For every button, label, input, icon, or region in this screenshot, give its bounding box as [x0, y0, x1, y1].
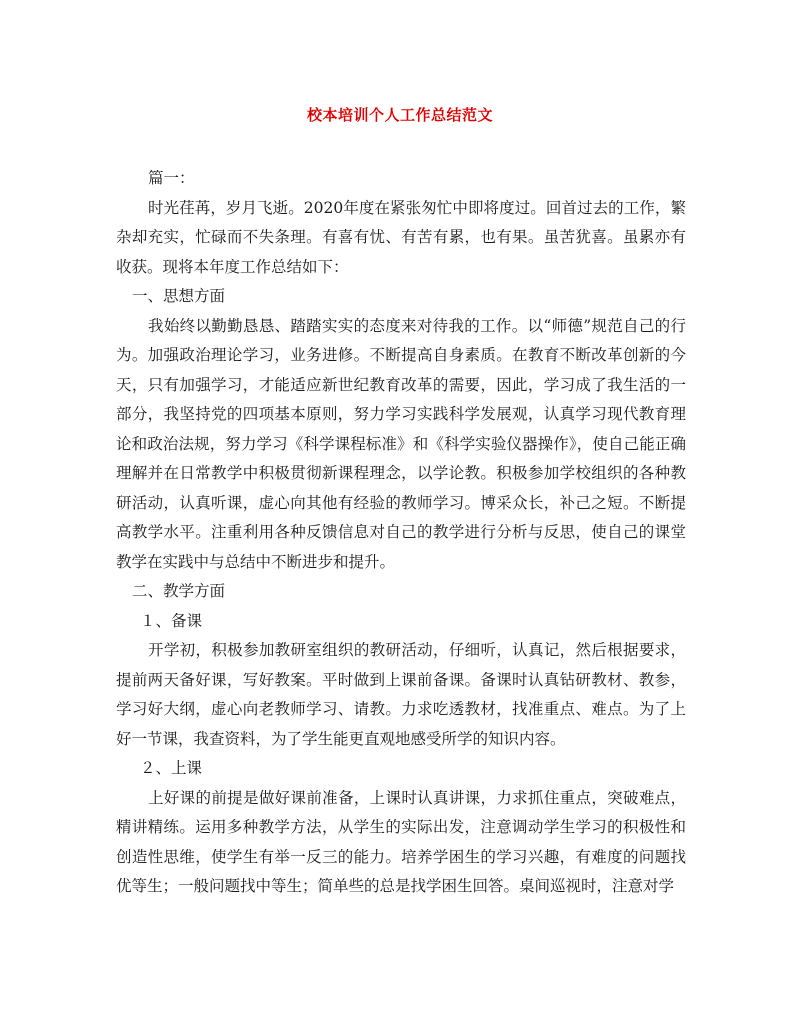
- section-heading-teaching: 二、教学方面: [132, 582, 226, 600]
- document-title: 校本培训个人工作总结范文: [306, 106, 493, 124]
- paragraph-thought: 我始终以勤勤恳恳、踏踏实实的态度来对待我的工作。以“师德”规范自己的行为。加强政治理论学习，业务进修。不断提高自身素质。在教育不断改革创新的今天，只有加强学习，才能适应新世纪教育改革的需要，因此，学习成了我生活的一部分，我坚持党的四项基本原则，努力学习实践科学发展观，认真学习现代教育理论和政治法规，努力学习《科学课程标准》和《科学实验仪器操作》，使自己能正确理解并在日常教学中积极贯彻新课程理念，以学论教。积极参加学校组织的各种教研活动，认真听课，虚心向其他有经验的教师学习。博采众长，补己之短。不断提高教学水平。注重利用各种反馈信息对自己的教学进行分析与反思，使自己的课堂教学在实践中与总结中不断进步和提升。: [116, 316, 686, 571]
- section-heading-thought: 一、思想方面: [132, 287, 226, 305]
- document-body: [116, 164, 686, 902]
- paragraph-teaching-class: 上好课的前提是做好课前准备，上课时认真讲课，力求抓住重点，突破难点，精讲精练。运用多种教学方法，从学生的实际出发，注意调动学生学习的积极性和创造性思维，使学生有举一反三的能力。培养学困生的学习兴趣，有难度的问题找优等生；一般问题找中等生；简单些的总是找学困生回答。桌间巡视时，注意对学: [116, 788, 686, 895]
- paragraph-opening: 时光荏苒，岁月飞逝。2020年度在紧张匆忙中即将度过。回首过去的工作，繁杂却充实，忙碌而不失条理。有喜有忧、有苦有累，也有果。虽苦犹喜。虽累亦有收获。现将本年度工作总结如下：: [116, 198, 686, 276]
- paragraph-lesson-prep: 开学初，积极参加教研室组织的教研活动，仔细听，认真记，然后根据要求，提前两天备好课，写好教案。平时做到上课前备课。备课时认真钻研教材、教参，学习好大纲，虚心向老教师学习、请教。力求吃透教材，找准重点、难点。为了上好一节课，我查资料，为了学生能更直观地感受所学的知识内容。: [116, 641, 686, 748]
- paragraph-intro-label: 篇一：: [148, 169, 195, 187]
- subheading-lesson-prep: １、备课: [140, 611, 203, 630]
- subheading-teaching-class: ２、上课: [140, 759, 203, 777]
